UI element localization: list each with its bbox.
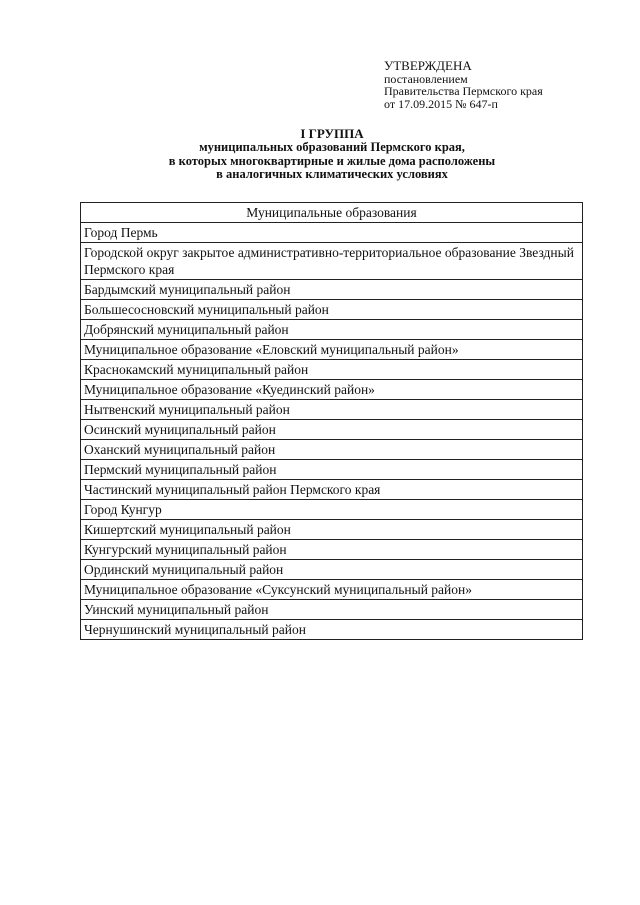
- table-row: [81, 520, 583, 540]
- table-cell: Частинский муниципальный район Пермского края: [81, 480, 583, 500]
- table-cell: Кунгурский муниципальный район: [81, 540, 583, 560]
- table-cell: Нытвенский муниципальный район: [81, 400, 583, 420]
- table-cell: Добрянский муниципальный район: [81, 320, 583, 340]
- subtitle-line-1: муниципальных образований Пермского края,: [199, 140, 465, 154]
- approval-date-number: от 17.09.2015 № 647-п: [384, 96, 498, 111]
- table-cell: Муниципальное образование «Суксунский муниципальный район»: [81, 580, 583, 600]
- table-row: [81, 540, 583, 560]
- group-title: I ГРУППА: [300, 126, 364, 141]
- table-row: [81, 360, 583, 380]
- approval-status: УТВЕРЖДЕНА: [384, 58, 472, 73]
- approval-authority: Правительства Пермского края: [384, 84, 543, 98]
- table-row: [81, 500, 583, 520]
- table-cell: Ординский муниципальный район: [81, 560, 583, 580]
- table-row: [81, 600, 583, 620]
- table-row: [81, 300, 583, 320]
- table-cell: Оханский муниципальный район: [81, 440, 583, 460]
- table-row: [81, 400, 583, 420]
- table-row: [81, 340, 583, 360]
- table-row: [81, 440, 583, 460]
- subtitle-line-2: в которых многоквартирные и жилые дома расположены: [168, 153, 496, 168]
- approval-act: постановлением: [384, 71, 468, 86]
- table-header-row: [81, 203, 583, 223]
- municipalities-table: [80, 202, 583, 640]
- table-cell: Краснокамский муниципальный район: [81, 360, 583, 380]
- table-row: [81, 320, 583, 340]
- table-cell: Пермский муниципальный район: [81, 460, 583, 480]
- table-cell: Муниципальное образование «Еловский муниципальный район»: [81, 340, 583, 360]
- subtitle-line-3: в аналогичных климатических условиях: [216, 167, 448, 181]
- table-row: [81, 580, 583, 600]
- table-cell: Большесосновский муниципальный район: [81, 300, 583, 320]
- table-row: [81, 280, 583, 300]
- document-heading: [80, 126, 584, 182]
- table-cell: Город Пермь: [81, 223, 583, 243]
- table-cell: Кишертский муниципальный район: [81, 520, 583, 540]
- table-row: [81, 620, 583, 640]
- table-cell: Осинский муниципальный район: [81, 420, 583, 440]
- table-cell: Городской округ закрытое административно-территориальное образование Звездный Пермского края: [81, 243, 583, 280]
- column-header-municipalities: Муниципальные образования: [81, 203, 583, 223]
- table-cell: Город Кунгур: [81, 500, 583, 520]
- table-row: [81, 480, 583, 500]
- table-cell: Бардымский муниципальный район: [81, 280, 583, 300]
- table-row: [81, 560, 583, 580]
- table-cell: Уинский муниципальный район: [81, 600, 583, 620]
- table-row: [81, 380, 583, 400]
- table-cell: Муниципальное образование «Куединский район»: [81, 380, 583, 400]
- table-row: [81, 460, 583, 480]
- table-row: [81, 420, 583, 440]
- table-row: [81, 243, 583, 280]
- table-row: [81, 223, 583, 243]
- approval-block: [384, 60, 543, 110]
- table-cell: Чернушинский муниципальный район: [81, 620, 583, 640]
